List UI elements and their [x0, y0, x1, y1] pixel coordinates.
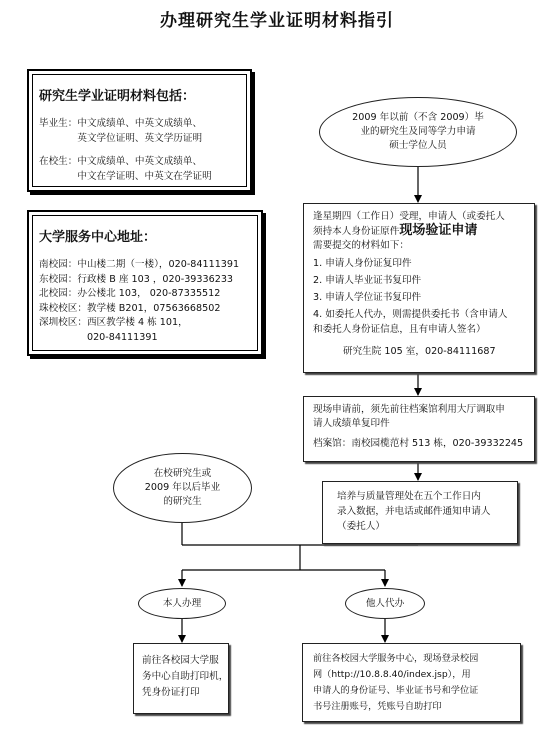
- verify-item: 4. 如委托人代办，则需提供委托书（含申请人: [313, 309, 508, 320]
- oval-line: 2009 年以后毕业: [144, 482, 221, 493]
- verify-item: 3. 申请人学位证书复印件: [313, 292, 422, 303]
- oval-line: 的研究生: [163, 496, 202, 507]
- archive-box: [303, 396, 535, 462]
- verify-item: 2. 申请人毕业证书复印件: [313, 275, 422, 286]
- self-print-box: [133, 643, 229, 714]
- campus-label: 深圳校区：: [39, 317, 87, 328]
- current-label: 在校生：: [39, 156, 78, 167]
- self-print-line: 前往各校园大学服: [142, 655, 219, 666]
- campus-text: 办公楼北 103， 020-87335512: [77, 288, 221, 299]
- agent-handle-label: 他人代办: [365, 597, 405, 609]
- oval-line: 2009 年以前（不含 2009）毕: [352, 112, 484, 123]
- verify-needed-label: 需要提交的材料如下：: [313, 240, 409, 251]
- quality-line: （委托人）: [337, 521, 385, 532]
- current-line: 中文成绩单、中英文成绩单、: [77, 156, 203, 167]
- agent-print-line: 前往各校园大学服务中心，现场登录校园: [313, 653, 479, 664]
- self-print-line: 务中心自助打印机，: [142, 671, 229, 682]
- verify-line-1: 逢星期四（工作日）受理，申请人（或委托人: [313, 211, 505, 222]
- agent-print-box: [302, 643, 521, 722]
- campus-label: 北校园：: [39, 288, 78, 299]
- campus-text: 中山楼二期（一楼），020-84111391: [77, 259, 240, 270]
- campus-label: 东校园：: [39, 273, 78, 285]
- page-title: 办理研究生学业证明材料指引: [160, 11, 394, 31]
- current-or-post-2009-oval: [113, 453, 252, 523]
- agent-print-line: 网（http://10.8.8.40/index.jsp），用: [313, 669, 471, 680]
- campus-label: 珠校校区：: [39, 302, 87, 314]
- oval-line: 业的研究生及同等学力申请: [360, 126, 476, 137]
- verify-contact: 研究生院 105 室，020-84111687: [343, 346, 496, 357]
- quality-line: 培养与质量管理处在五个工作日内: [337, 491, 481, 502]
- archive-line-2: 请人成绩单复印件: [313, 418, 390, 429]
- campus-label: 南校园：: [39, 259, 78, 270]
- campus-extra-phone: 020-84111391: [86, 331, 158, 343]
- campus-text: 教学楼 B201，07563668502: [86, 302, 221, 314]
- self-handle-oval: [138, 588, 226, 619]
- oval-line: 在校研究生或: [153, 468, 212, 479]
- verify-item: 1. 申请人身份证复印件: [313, 258, 412, 269]
- verify-item: 和委托人身份证信息，且有申请人签名）: [313, 324, 486, 335]
- current-line: 中文在学证明、中英文在学证明: [77, 170, 212, 182]
- address-heading: 大学服务中心地址：: [39, 230, 157, 245]
- campus-text: 西区教学楼 4 栋 101，: [86, 317, 188, 328]
- materials-heading: 研究生学业证明材料包括：: [39, 89, 196, 104]
- agent-print-line: 书号注册账号，凭账号自助打印: [313, 701, 442, 712]
- onsite-verify-box: [303, 203, 535, 373]
- verify-line-2-prefix: 须持本人身份证原件: [313, 226, 400, 237]
- self-handle-label: 本人办理: [162, 597, 202, 609]
- campus-text: 行政楼 B 座 103 ，020-39336233: [77, 273, 234, 285]
- oval-line: 硕士学位人员: [389, 140, 447, 151]
- verify-emphasis: 现场验证申请: [399, 223, 478, 238]
- pre-2009-applicant-oval: [319, 97, 517, 167]
- archive-location: 档案馆：南校园榄范村 513 栋，020-39332245: [313, 438, 524, 449]
- agent-handle-oval: [345, 588, 425, 619]
- archive-line-1: 现场申请前，须先前往档案馆利用大厅调取申: [313, 404, 505, 415]
- quality-management-box: [322, 481, 518, 544]
- graduates-line: 中文成绩单、中英文成绩单、: [77, 118, 203, 129]
- agent-print-line: 申请人的身份证号、毕业证书号和学位证: [313, 685, 479, 696]
- graduates-label: 毕业生：: [39, 118, 78, 129]
- graduates-line: 英文学位证明、英文学历证明: [77, 132, 203, 144]
- self-print-line: 凭身份证打印: [142, 687, 200, 698]
- quality-line: 录入数据，并电话或邮件通知申请人: [337, 506, 491, 517]
